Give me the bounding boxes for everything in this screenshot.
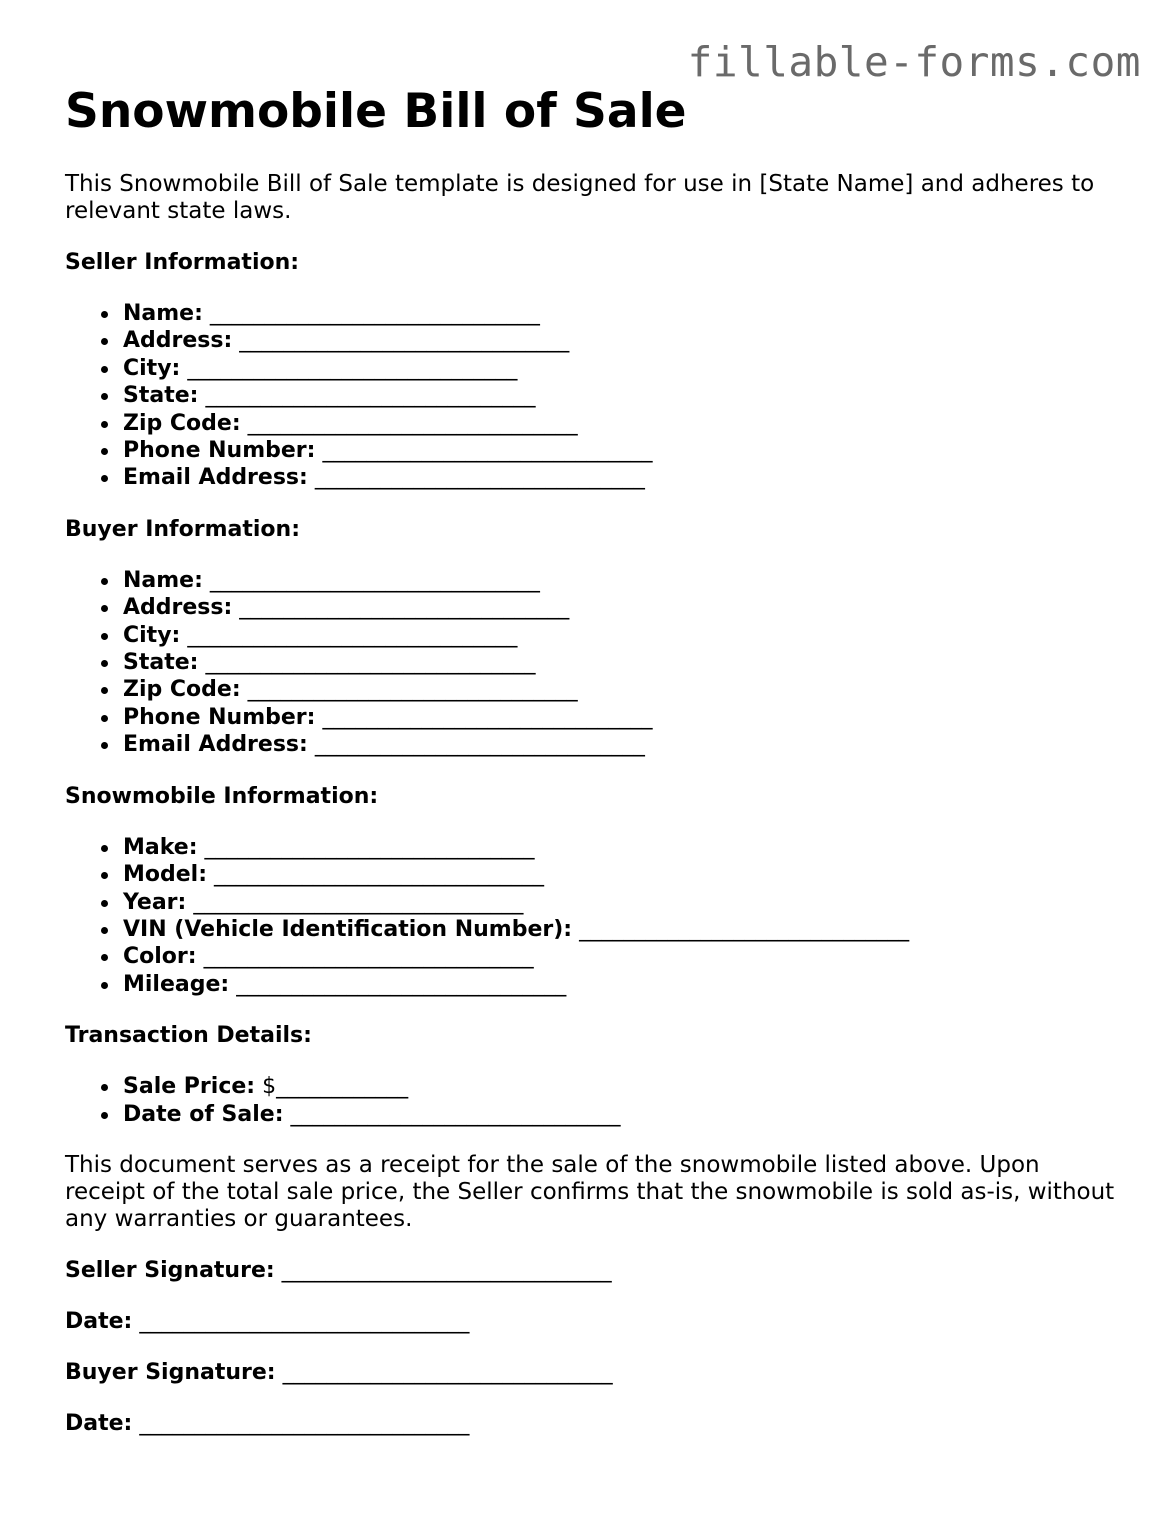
buyer-signature-line[interactable] [65,1359,1125,1386]
document-title: Snowmobile Bill of Sale [65,84,687,139]
blank-line[interactable]: ______________________________ [314,732,645,758]
snowmobile-model-label: Model: [123,862,208,888]
date-of-sale-label: Date of Sale: [123,1101,284,1127]
buyer-date-label: Date: [65,1410,133,1436]
buyer-zip-label: Zip Code: [123,677,241,703]
snowmobile-color-label: Color: [123,944,197,970]
blank-line[interactable]: ______________________________ [187,622,518,648]
buyer-email-label: Email Address: [123,732,308,758]
intro-paragraph: This Snowmobile Bill of Sale template is designed for use in [State Name] and adheres to relevant state laws. [65,171,1095,224]
date-of-sale-field[interactable] [123,1101,1125,1128]
blank-line[interactable]: ______________________________ [247,410,578,436]
blank-line[interactable]: ______________________________ [247,677,578,703]
blank-line[interactable]: ______________________________ [314,465,645,491]
sale-price-field[interactable] [123,1073,1125,1100]
seller-email-label: Email Address: [123,465,308,491]
seller-city-label: City: [123,355,181,381]
seller-name-field[interactable] [123,300,1125,327]
blank-line[interactable]: ______________________________ [209,301,540,326]
buyer-name-field[interactable] [123,567,1125,594]
blank-line[interactable]: ______________________________ [579,916,910,942]
buyer-address-field[interactable] [123,594,1125,621]
blank-line[interactable]: ______________________________ [193,889,524,915]
document-page [65,84,1125,1437]
blank-line[interactable]: ______________________________ [239,595,570,621]
snowmobile-vin-label: VIN (Vehicle Identification Number): [123,916,573,942]
seller-name-label: Name: [123,301,203,326]
blank-line[interactable]: ______________________________ [204,834,535,860]
buyer-zip-field[interactable] [123,676,1125,703]
snowmobile-make-label: Make: [123,834,198,860]
snowmobile-mileage-field[interactable] [123,971,1125,998]
seller-zip-label: Zip Code: [123,410,241,436]
blank-line[interactable]: ______________________________ [203,944,534,970]
blank-line[interactable]: ______________________________ [322,704,653,730]
watermark: fillable-forms.com [687,38,1141,86]
snowmobile-fields-list [65,834,1125,998]
seller-phone-label: Phone Number: [123,438,316,464]
snowmobile-model-field[interactable] [123,861,1125,888]
blank-line[interactable]: ______________________________ [209,567,540,593]
buyer-name-label: Name: [123,567,203,593]
blank-line[interactable]: ______________________________ [282,1359,613,1385]
seller-address-field[interactable] [123,327,1125,354]
blank-line[interactable]: ______________________________ [322,438,653,464]
blank-line[interactable]: ______________________________ [214,862,545,888]
seller-fields-list [65,300,1125,492]
seller-address-label: Address: [123,328,233,354]
blank-line[interactable]: ______________________________ [205,650,536,676]
blank-line[interactable]: ______________________________ [205,383,536,409]
closing-paragraph: This document serves as a receipt for the sale of the snowmobile listed above. Upon receipt of the total sale price, the Seller confirms that the snowmobile is sold as-is, without any warranties or guarantees. [65,1151,1115,1232]
sale-price-label: Sale Price: [123,1074,256,1100]
seller-signature-line[interactable] [65,1257,1125,1284]
snowmobile-make-field[interactable] [123,834,1125,861]
buyer-email-field[interactable] [123,731,1125,758]
snowmobile-section-heading: Snowmobile Information: [65,783,379,809]
seller-state-label: State: [123,383,199,409]
blank-line[interactable]: ______________________________ [290,1101,621,1127]
seller-date-line[interactable] [65,1308,1125,1335]
seller-zip-field[interactable] [123,410,1125,437]
snowmobile-year-field[interactable] [123,889,1125,916]
transaction-section-heading: Transaction Details: [65,1023,312,1049]
buyer-section-heading: Buyer Information: [65,516,300,542]
buyer-fields-list [65,567,1125,759]
transaction-fields-list [65,1073,1125,1128]
blank-line[interactable]: ______________________________ [187,355,518,381]
buyer-signature-label: Buyer Signature: [65,1359,276,1385]
blank-line[interactable]: ______________________________ [239,328,570,354]
blank-line[interactable]: ______________________________ [139,1308,470,1334]
blank-line[interactable]: ______________________________ [281,1257,612,1283]
buyer-phone-label: Phone Number: [123,704,316,730]
seller-section-heading: Seller Information: [65,250,300,275]
seller-date-label: Date: [65,1308,133,1334]
buyer-state-label: State: [123,650,199,676]
snowmobile-color-field[interactable] [123,943,1125,970]
buyer-city-label: City: [123,622,181,648]
seller-city-field[interactable] [123,355,1125,382]
buyer-city-field[interactable] [123,622,1125,649]
buyer-address-label: Address: [123,595,233,621]
seller-signature-label: Seller Signature: [65,1257,275,1283]
buyer-date-line[interactable] [65,1410,1125,1437]
blank-line[interactable]: ____________ [276,1074,409,1100]
currency-symbol: $ [262,1074,277,1100]
snowmobile-vin-field[interactable] [123,916,1125,943]
seller-state-field[interactable] [123,382,1125,409]
blank-line[interactable]: ______________________________ [236,971,567,997]
blank-line[interactable]: ______________________________ [139,1410,470,1436]
snowmobile-year-label: Year: [123,889,187,915]
buyer-state-field[interactable] [123,649,1125,676]
seller-phone-field[interactable] [123,437,1125,464]
seller-email-field[interactable] [123,464,1125,491]
snowmobile-mileage-label: Mileage: [123,971,230,997]
buyer-phone-field[interactable] [123,704,1125,731]
